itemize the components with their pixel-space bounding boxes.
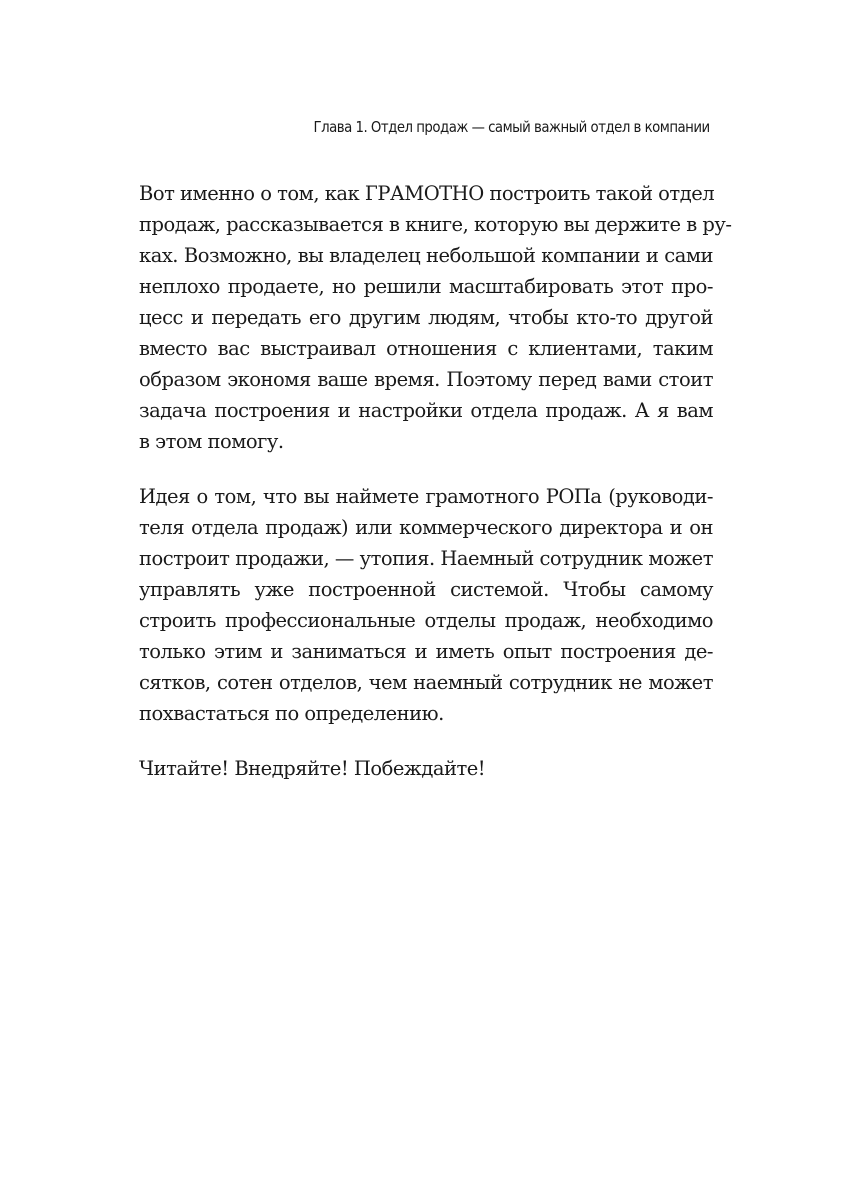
text-line: ках. Возможно, вы владелец небольшой компании и сами (139, 244, 713, 267)
text-line: управлять уже построенной системой. Чтобы самому (139, 578, 713, 601)
running-header: Глава 1. Отдел продаж — самый важный отдел в компании (313, 118, 710, 136)
text-line: похвастаться по определению. (139, 702, 444, 725)
text-line: продаж, рассказывается в книге, которую вы держите в ру- (139, 213, 732, 236)
text-line: строить профессиональные отделы продаж, необходимо (139, 609, 713, 632)
text-line: Читайте! Внедряйте! Побеждайте! (139, 757, 486, 780)
text-line: Идея о том, что вы наймете грамотного РОПа (руководи- (139, 485, 713, 508)
paragraph-rop (139, 481, 713, 729)
text-line: цесс и передать его другим людям, чтобы кто-то другой (139, 306, 713, 329)
text-line: сятков, сотен отделов, чем наемный сотрудник не может (139, 671, 713, 694)
paragraph-intro (139, 178, 732, 457)
text-line: теля отдела продаж) или коммерческого директора и он (139, 516, 713, 539)
body-text (139, 178, 732, 808)
text-line: вместо вас выстраивал отношения с клиентами, таким (139, 337, 713, 360)
text-line: только этим и заниматься и иметь опыт построения де- (139, 640, 713, 663)
text-line: в этом помогу. (139, 430, 284, 453)
text-line: образом экономя ваше время. Поэтому перед вами стоит (139, 368, 713, 391)
text-line: Вот именно о том, как ГРАМОТНО построить такой отдел (139, 182, 715, 205)
paragraph-closing (139, 753, 713, 784)
text-line: задача построения и настройки отдела продаж. А я вам (139, 399, 713, 422)
text-line: построит продажи, — утопия. Наемный сотрудник может (139, 547, 713, 570)
text-line: неплохо продаете, но решили масштабировать этот про- (139, 275, 713, 298)
